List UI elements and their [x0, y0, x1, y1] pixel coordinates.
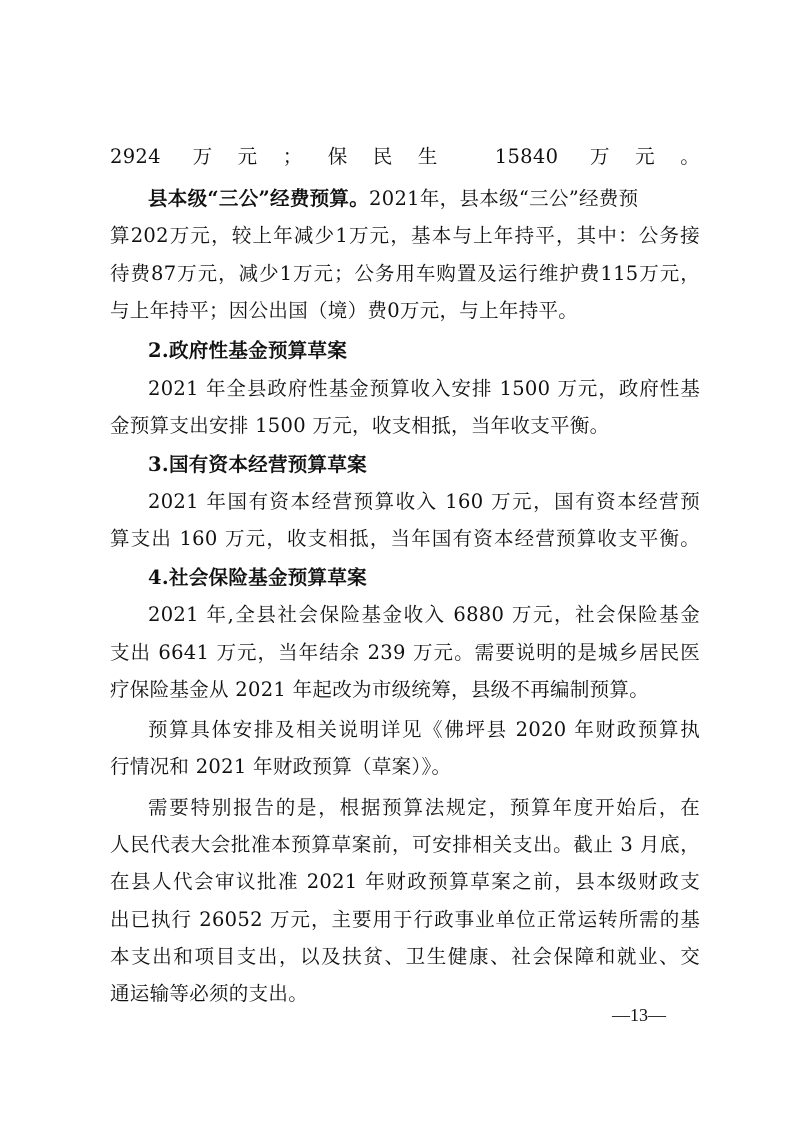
text-line: 2021 年国有资本经营预算收入 160 万元，国有资本经营预 [148, 490, 700, 513]
section-heading-three-public-funds: 县本级“三公”经费预算。 [148, 187, 370, 210]
text-line: 疗保险基金从 2021 年起改为市级统筹，县级不再编制预算。 [110, 678, 650, 701]
text-line: 与上年持平；因公出国（境）费0万元，与上年持平。 [110, 299, 579, 322]
text-line: 2924 万元；保民生 15840 万元。 [110, 145, 700, 168]
text-line: 2021年，县本级“三公”经费预 [369, 187, 639, 210]
page-number: —13— [612, 1005, 666, 1025]
text-line: 2021 年全县政府性基金预算收入安排 1500 万元，政府性基 [148, 377, 700, 400]
text-line: 出已执行 26052 万元，主要用于行政事业单位正常运转所需的基 [110, 908, 700, 931]
text-line: 算202万元，较上年减少1万元，基本与上年持平，其中：公务接 [110, 224, 700, 247]
text-line: 金预算支出安排 1500 万元，收支相抵，当年收支平衡。 [110, 414, 610, 437]
section-heading-state-capital-budget: 3.国有资本经营预算草案 [148, 453, 367, 476]
text-line: 算支出 160 万元，收支相抵，当年国有资本经营预算收支平衡。 [110, 527, 700, 550]
text-line: 待费87万元，减少1万元；公务用车购置及运行维护费115万元， [110, 262, 700, 285]
text-line: 本支出和项目支出，以及扶贫、卫生健康、社会保障和就业、交 [110, 945, 700, 968]
section-heading-social-insurance-budget: 4.社会保险基金预算草案 [148, 566, 367, 589]
text-line: 在县人代会审议批准 2021 年财政预算草案之前，县本级财政支 [110, 870, 700, 893]
text-line: 2021 年,全县社会保险基金收入 6880 万元，社会保险基金 [148, 603, 700, 626]
text-line: 通运输等必须的支出。 [110, 982, 309, 1005]
paragraph-three-public-funds [148, 185, 700, 213]
text-line: 行情况和 2021 年财政预算（草案）》。 [110, 755, 452, 778]
section-heading-government-fund-budget: 2.政府性基金预算草案 [148, 339, 348, 362]
text-line: 需要特别报告的是，根据预算法规定，预算年度开始后，在 [148, 796, 700, 819]
text-line: 预算具体安排及相关说明详见《佛坪县 2020 年财政预算执 [148, 718, 700, 741]
text-line: 人民代表大会批准本预算草案前，可安排相关支出。截止 3 月底， [110, 833, 700, 856]
text-line: 支出 6641 万元，当年结余 239 万元。需要说明的是城乡居民医 [110, 641, 700, 664]
